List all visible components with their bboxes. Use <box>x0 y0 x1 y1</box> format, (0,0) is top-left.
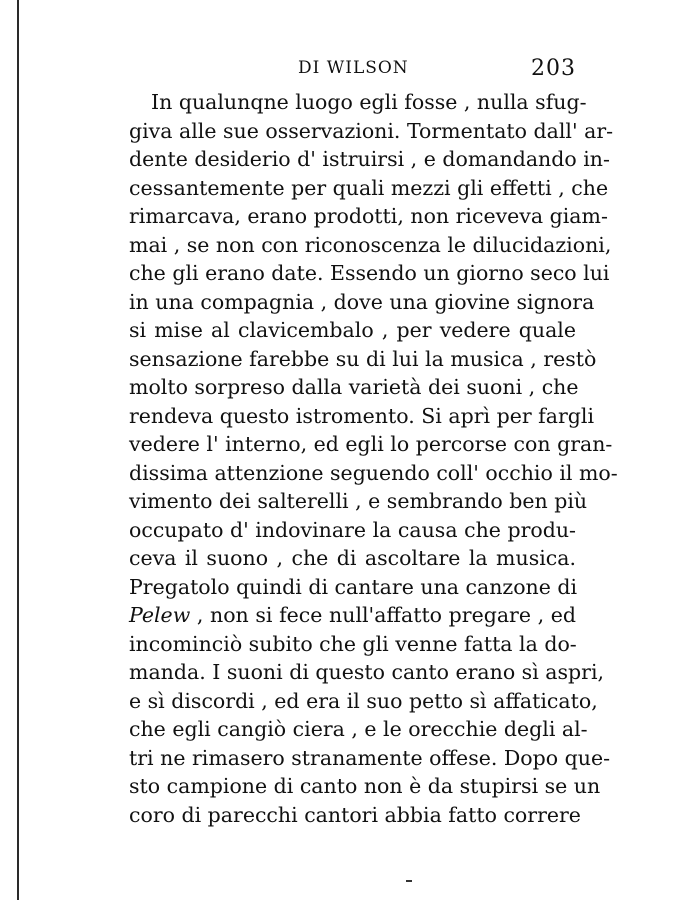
running-title: DI WILSON <box>298 58 409 78</box>
text-line: Pregatolo quindi di cantare una canzone di <box>129 574 578 599</box>
text-line: sto campione di canto non è da stupirsi se un <box>129 774 601 798</box>
italic-word-pelew: Pelew <box>129 603 191 627</box>
text-line: sensazione farebbe su di lui la musica , restò <box>129 346 597 371</box>
text-line: in una compagnia , dove una giovine signora <box>129 289 595 314</box>
text-line: rimarcava, erano prodotti, non riceveva giam- <box>129 204 608 228</box>
text-line: e sì discordi , ed era il suo petto sì affaticato, <box>129 688 598 713</box>
text-line: dissima attenzione seguendo coll' occhio il mo- <box>129 460 618 485</box>
body-text <box>129 88 618 829</box>
text-line: ceva il suono , che di ascoltare la musica. <box>129 546 576 570</box>
page-header <box>0 56 677 86</box>
text-line: vimento dei salterelli , e sembrando ben più <box>129 489 588 513</box>
text-line-with-italic <box>129 601 576 630</box>
text-line: giva alle sue osservazioni. Tormentato dall' ar- <box>129 118 614 143</box>
text-line: rendeva questo istromento. Si aprì per fargli <box>129 403 595 428</box>
text-line: cessantemente per quali mezzi gli effetti , che <box>129 175 609 200</box>
text-line: dente desiderio d' istruirsi , e domandando in- <box>129 147 610 171</box>
text-line: manda. I suoni di questo canto erano sì aspri, <box>129 660 605 684</box>
text-line: coro di parecchi cantori abbia fatto correre <box>129 802 581 827</box>
text-line: molto sorpreso dalla varietà dei suoni , che <box>129 375 579 399</box>
page-speck <box>406 880 412 882</box>
text-line: incominciò subito che gli venne fatta la do- <box>129 631 577 656</box>
page-binding-edge <box>17 0 19 900</box>
text-line-remainder: , non si fece null'affatto pregare , ed <box>190 603 576 627</box>
text-line: mai , se non con riconoscenza le dilucidazioni, <box>129 232 612 257</box>
page-number: 203 <box>531 56 576 81</box>
text-line: che egli cangiò ciera , e le orecchie degli al- <box>129 717 588 741</box>
text-line: tri ne rimasero stranamente offese. Dopo que- <box>129 745 611 770</box>
text-line: In qualunqne luogo egli fosse , nulla sfug- <box>151 90 587 114</box>
text-line: che gli erano date. Essendo un giorno seco lui <box>129 261 610 285</box>
text-line: occupato d' indovinare la causa che produ- <box>129 517 576 542</box>
text-line: si mise al clavicembalo , per vedere quale <box>129 318 576 342</box>
text-line: vedere l' interno, ed egli lo percorse con gran- <box>129 432 613 456</box>
